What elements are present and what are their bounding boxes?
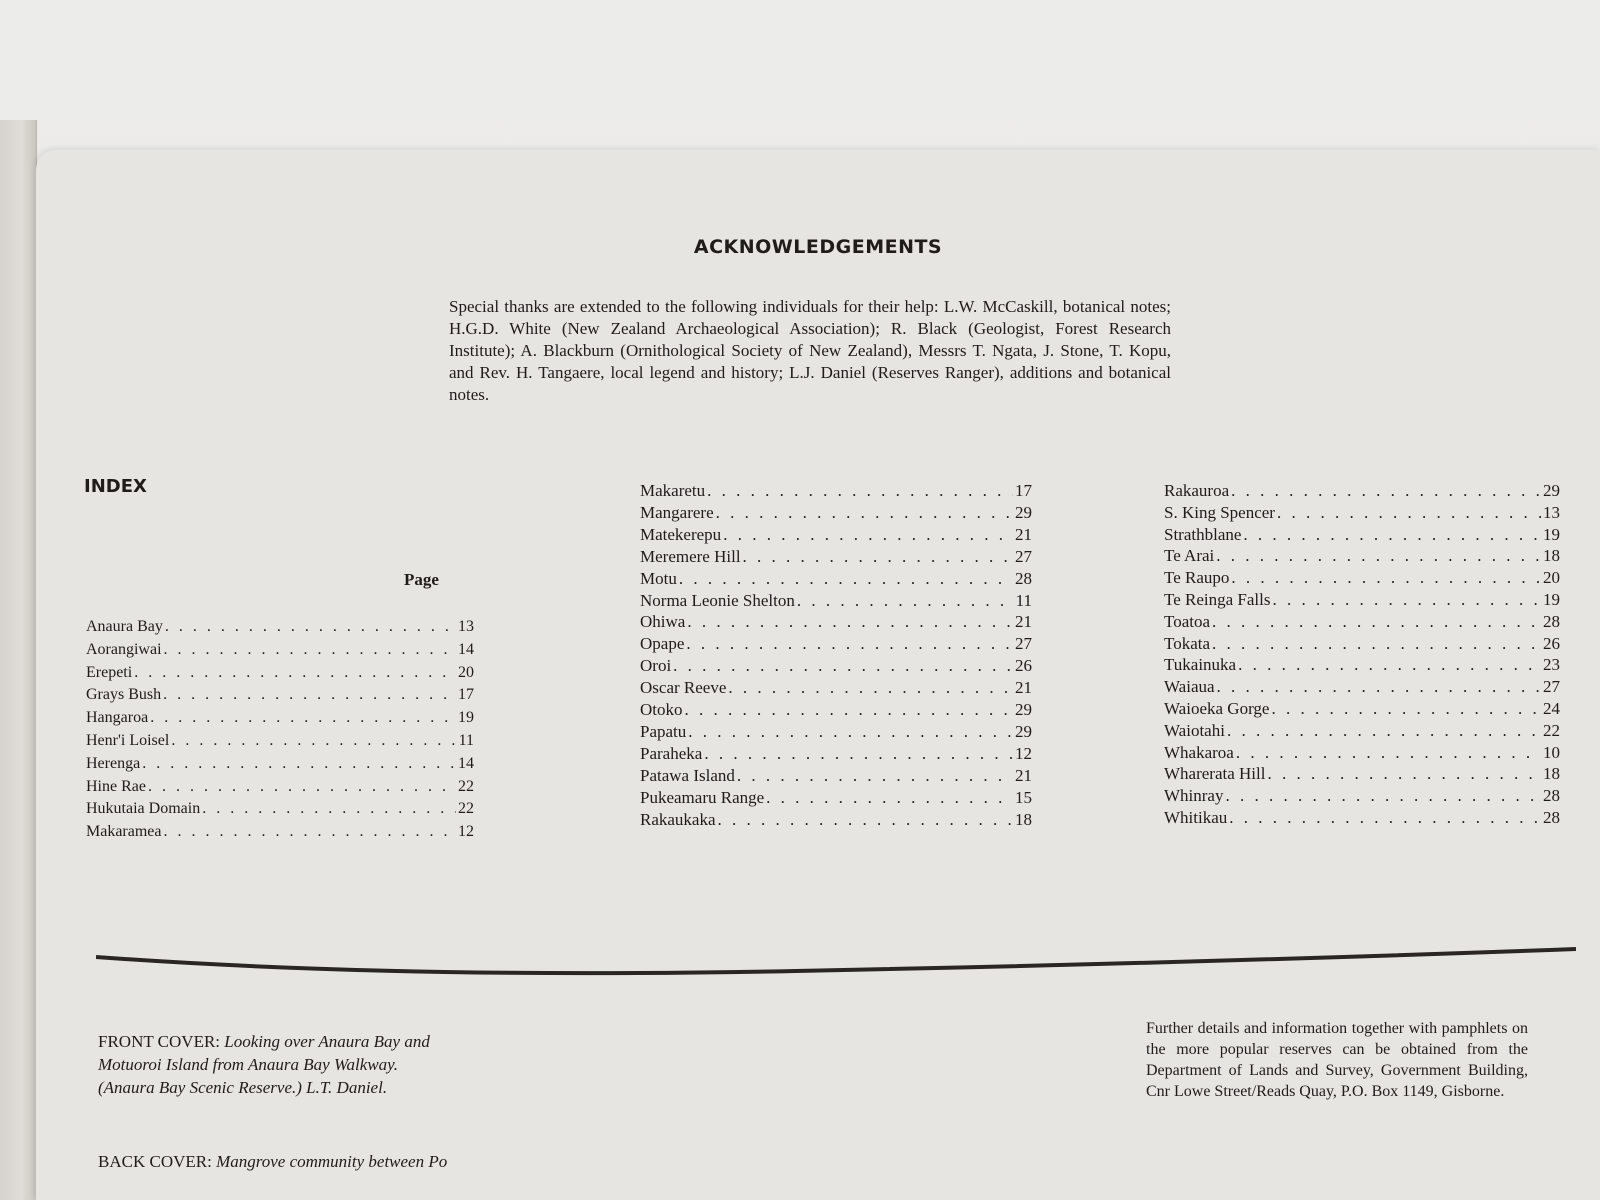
index-entry-page: 21	[1015, 678, 1032, 698]
index-entry	[640, 809, 1032, 831]
index-entry-page: 11	[458, 731, 474, 749]
index-entry	[1164, 676, 1560, 698]
index-entry-page: 11	[1015, 590, 1032, 610]
index-entry	[86, 798, 474, 821]
index-entry-page: 18	[1543, 764, 1560, 784]
index-entry-name: Anaura Bay	[86, 618, 163, 635]
dot-leader	[704, 743, 1013, 765]
dot-leader	[134, 662, 456, 685]
dot-leader	[1271, 698, 1541, 720]
index-entry-page: 21	[1015, 612, 1032, 632]
index-entry-page: 29	[1543, 481, 1560, 500]
index-entry	[640, 677, 1032, 699]
dot-leader	[743, 546, 1013, 568]
dot-leader	[707, 480, 1013, 502]
dot-leader	[1227, 720, 1541, 742]
index-entry-page: 29	[1015, 502, 1032, 522]
dot-leader	[679, 568, 1013, 590]
dot-leader	[685, 699, 1014, 721]
index-entry-page: 17	[458, 686, 474, 704]
index-entry-name: Grays Bush	[86, 686, 162, 704]
dot-leader	[1216, 545, 1541, 567]
index-entry-page: 28	[1543, 786, 1560, 806]
index-entry-name: Henr'i Loisel	[86, 731, 170, 749]
index-entry-page: 27	[1015, 546, 1032, 566]
dot-leader	[1231, 480, 1541, 502]
index-entry-name: Pukeamaru Range	[640, 787, 765, 807]
index-entry-name: Te Raupo	[1164, 568, 1230, 588]
index-entry-name: Whitikau	[1164, 807, 1228, 827]
index-entry	[86, 616, 474, 639]
index-entry-name: Otoko	[640, 700, 683, 720]
index-entry	[1164, 524, 1560, 546]
index-entry-page: 20	[1543, 568, 1560, 588]
index-entry	[1164, 807, 1560, 829]
front-cover-text: Looking over Anaura Bay and Motuoroi Island from Anaura Bay Walkway. (Anaura Bay Scenic Reserve.) L.T. Daniel.	[98, 1032, 430, 1097]
back-cover-label: BACK COVER:	[98, 1152, 212, 1171]
index-entry	[86, 821, 474, 844]
index-entry	[86, 639, 474, 662]
index-entry-name: Meremere Hill	[640, 546, 741, 566]
index-entry-page: 19	[458, 709, 474, 727]
index-entry-page: 14	[458, 640, 474, 658]
dot-leader	[1267, 763, 1541, 785]
index-entry-page: 12	[458, 823, 474, 841]
index-entry	[86, 730, 474, 753]
index-entry	[1164, 720, 1560, 742]
index-entry-name: Tokata	[1164, 633, 1211, 653]
dot-leader	[163, 684, 456, 707]
dot-leader	[202, 798, 456, 821]
index-entry-name: Rakauroa	[1164, 481, 1230, 500]
index-entry-page: 22	[458, 800, 474, 818]
index-entry-name: Waiotahi	[1164, 720, 1225, 740]
index-entry-page: 26	[1015, 656, 1032, 676]
index-entry	[86, 776, 474, 799]
index-entry-name: Hine Rae	[86, 777, 146, 795]
dot-leader	[1225, 785, 1541, 807]
dot-leader	[1229, 807, 1541, 829]
index-entry	[1164, 654, 1560, 676]
index-entry-name: Hangaroa	[86, 709, 149, 727]
index-entry-page: 21	[1015, 765, 1032, 785]
index-entry-page: 22	[458, 777, 474, 795]
index-entry	[86, 662, 474, 685]
index-entry	[1164, 589, 1560, 611]
dot-leader	[766, 787, 1013, 809]
dot-leader	[716, 502, 1013, 524]
index-entry	[1164, 611, 1560, 633]
index-entry	[640, 524, 1032, 546]
dot-leader	[165, 616, 456, 639]
index-entry	[1164, 742, 1560, 764]
index-heading: INDEX	[84, 476, 147, 497]
index-entry-name: Aorangiwai	[86, 640, 162, 658]
index-entry	[86, 684, 474, 707]
book-spine-edge	[0, 120, 37, 1200]
index-entry	[86, 753, 474, 776]
index-entry-name: Opape	[640, 634, 685, 654]
dot-leader	[1243, 524, 1541, 546]
dot-leader	[688, 721, 1013, 743]
index-entry	[86, 707, 474, 730]
index-entry-name: Herenga	[86, 754, 141, 772]
front-cover-caption	[98, 1030, 458, 1099]
index-entry	[1164, 633, 1560, 655]
dot-leader	[1272, 589, 1541, 611]
index-entry-page: 18	[1015, 809, 1032, 829]
dot-leader	[687, 611, 1013, 633]
index-entry-page: 18	[1543, 546, 1560, 566]
index-entry-page: 29	[1015, 700, 1032, 720]
index-entry-name: Mangarere	[640, 502, 714, 522]
index-entry	[1164, 480, 1560, 502]
book-page	[36, 150, 1600, 1200]
index-column-3	[1164, 480, 1560, 829]
index-column-2	[640, 480, 1032, 831]
index-entry-name: Whakaroa	[1164, 742, 1234, 762]
back-cover-text: Mangrove community between Po	[211, 1152, 448, 1171]
dot-leader	[164, 639, 456, 662]
index-entry-name: Motu	[640, 568, 677, 588]
index-entry-page: 24	[1543, 698, 1560, 718]
index-entry	[640, 480, 1032, 502]
index-entry-name: Erepeti	[86, 663, 133, 681]
dot-leader	[723, 524, 1013, 546]
index-entry-name: Toatoa	[1164, 611, 1211, 631]
index-entry-page: 13	[458, 618, 474, 635]
dot-leader	[148, 776, 456, 799]
index-entry-name: Whinray	[1164, 786, 1224, 806]
index-entry	[640, 546, 1032, 568]
index-entry	[640, 568, 1032, 590]
index-entry	[640, 611, 1032, 633]
index-entry	[1164, 785, 1560, 807]
index-entry	[640, 655, 1032, 677]
index-entry-page: 23	[1543, 655, 1560, 675]
acknowledgements-heading: ACKNOWLEDGEMENTS	[693, 236, 943, 258]
index-entry-name: Waioeka Gorge	[1164, 698, 1270, 718]
index-entry-page: 28	[1543, 807, 1560, 827]
dot-leader	[164, 821, 456, 844]
index-entry-page: 14	[458, 754, 474, 772]
dot-leader	[150, 707, 456, 730]
index-entry-name: Oscar Reeve	[640, 678, 727, 698]
index-entry	[1164, 698, 1560, 720]
index-entry-page: 13	[1543, 502, 1560, 522]
index-entry	[640, 590, 1032, 612]
index-entry-page: 20	[458, 663, 474, 681]
index-entry-name: Oroi	[640, 656, 672, 676]
index-entry-page: 28	[1015, 568, 1032, 588]
index-entry-name: Te Reinga Falls	[1164, 589, 1271, 609]
index-entry-page: 29	[1015, 721, 1032, 741]
dot-leader	[728, 677, 1013, 699]
index-entry-name: Patawa Island	[640, 765, 735, 785]
index-entry	[640, 765, 1032, 787]
index-entry	[1164, 763, 1560, 785]
index-entry-name: Ohiwa	[640, 612, 686, 632]
page-column-heading: Page	[404, 570, 439, 589]
index-entry-page: 27	[1015, 634, 1032, 654]
dot-leader	[797, 590, 1014, 612]
index-entry	[640, 633, 1032, 655]
index-entry	[640, 721, 1032, 743]
index-entry-name: Waiaua	[1164, 677, 1215, 697]
index-entry-page: 19	[1543, 524, 1560, 544]
acknowledgements-text: Special thanks are extended to the following individuals for their help: L.W. McCaskill, botanical notes; H.G.D. White (New Zealand Archaeological Association); R. Black (Geologist, Forest Research Institute); A. Blackburn (Ornithological Society of New Zealand), Messrs T. Ngata, J. Stone, T. Kopu, and Rev. H. Tangaere, local legend and history; L.J. Daniel (Reserves Ranger), additions and botanical notes.	[449, 297, 1171, 404]
index-entry-name: Norma Leonie Shelton	[640, 590, 795, 610]
dot-leader	[737, 765, 1013, 787]
index-entry-name: Makaretu	[640, 481, 706, 500]
dot-leader	[1212, 611, 1541, 633]
dot-leader	[1277, 502, 1541, 524]
index-entry	[1164, 545, 1560, 567]
dot-leader	[718, 809, 1013, 831]
index-entry-name: Makaramea	[86, 823, 162, 841]
index-entry-name: Matekerepu	[640, 524, 722, 544]
index-entry-name: S. King Spencer	[1164, 502, 1275, 522]
index-entry-page: 21	[1015, 524, 1032, 544]
index-entry-page: 19	[1543, 589, 1560, 609]
index-entry-page: 27	[1543, 677, 1560, 697]
index-entry-name: Tukainuka	[1164, 655, 1237, 675]
dot-leader	[171, 730, 456, 753]
index-entry-name: Hukutaia Domain	[86, 800, 201, 818]
index-entry	[1164, 567, 1560, 589]
index-entry-name: Rakaukaka	[640, 809, 716, 829]
index-column-1	[86, 616, 474, 844]
horizontal-rule	[96, 945, 1576, 985]
index-entry-page: 28	[1543, 611, 1560, 631]
index-entry-page: 15	[1015, 787, 1032, 807]
dot-leader	[142, 753, 456, 776]
back-cover-caption	[98, 1150, 458, 1173]
dot-leader	[1238, 654, 1541, 676]
dot-leader	[1231, 567, 1541, 589]
front-cover-label: FRONT COVER:	[98, 1032, 221, 1051]
index-entry	[640, 743, 1032, 765]
index-entry-page: 22	[1543, 720, 1560, 740]
index-entry-page: 26	[1543, 633, 1560, 653]
dot-leader	[673, 655, 1013, 677]
index-entry-name: Paraheka	[640, 743, 703, 763]
index-entry	[640, 787, 1032, 809]
dot-leader	[1212, 633, 1541, 655]
further-details-text: Further details and information together with pamphlets on the more popular reserves can be obtained from the Department of Lands and Survey, Government Building, Cnr Lowe Street/Reads Quay, P.O. Box 1149, Gisborne.	[1146, 1020, 1528, 1100]
dot-leader	[686, 633, 1013, 655]
index-entry	[640, 699, 1032, 721]
index-entry-name: Wharerata Hill	[1164, 764, 1266, 784]
dot-leader	[1217, 676, 1541, 698]
index-entry-name: Te Arai	[1164, 546, 1215, 566]
index-entry	[1164, 502, 1560, 524]
index-entry-page: 12	[1015, 743, 1032, 763]
index-entry-page: 10	[1543, 742, 1560, 762]
dot-leader	[1236, 742, 1541, 764]
index-entry-page: 17	[1015, 481, 1032, 500]
index-entry	[640, 502, 1032, 524]
index-entry-name: Strathblane	[1164, 524, 1242, 544]
index-entry-name: Papatu	[640, 721, 687, 741]
